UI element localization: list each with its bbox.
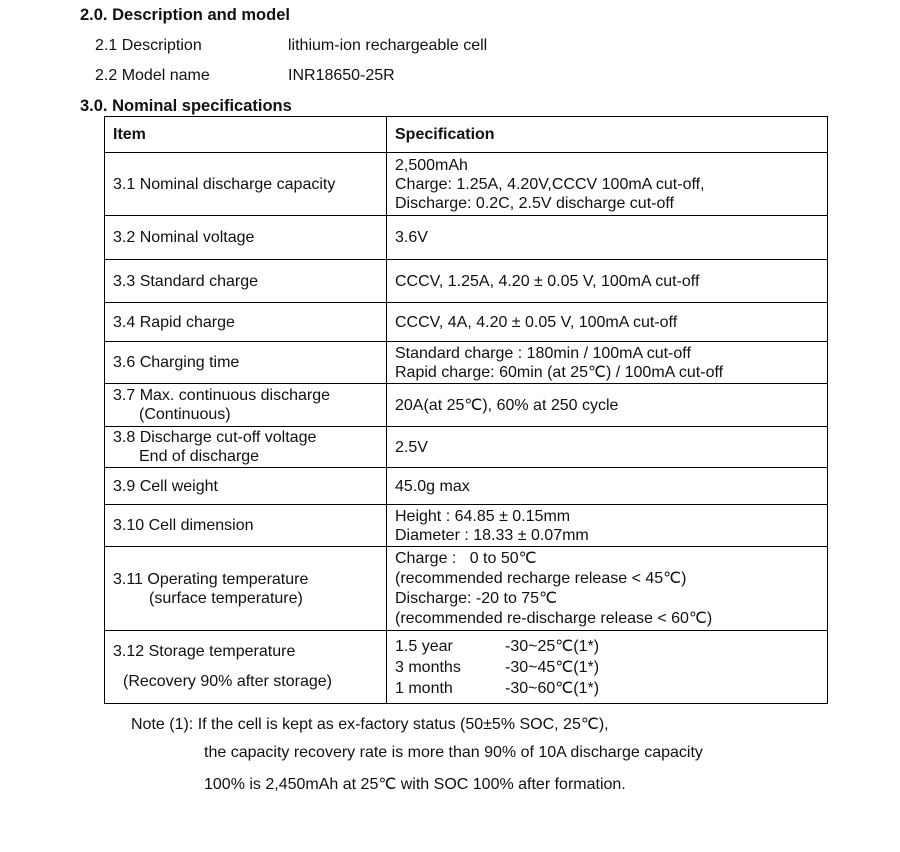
spec-line: 45.0g max — [395, 477, 470, 495]
spec-line: Charge : 0 to 50℃ — [395, 549, 537, 567]
table-row — [105, 153, 828, 216]
item-text: 3.10 Cell dimension — [113, 517, 254, 534]
item-text: 3.4 Rapid charge — [113, 313, 235, 331]
storage-line — [395, 678, 819, 699]
table-row — [105, 260, 828, 303]
item-cell — [105, 631, 387, 704]
table-row — [105, 468, 828, 505]
note-line-1: Note (1): If the cell is kept as ex-factory status (50±5% SOC, 25℃), — [131, 716, 609, 733]
table-row — [105, 631, 828, 704]
table-row — [105, 303, 828, 342]
spec-line: 20A(at 25℃), 60% at 250 cycle — [395, 396, 619, 414]
item-cell — [105, 547, 387, 631]
storage-period: 1 month — [395, 679, 453, 697]
item-text: 3.7 Max. continuous discharge — [113, 387, 331, 404]
model-name-label: 2.2 Model name — [95, 67, 210, 84]
spec-line: Rapid charge: 60min (at 25℃) / 100mA cut-off — [395, 363, 724, 381]
spec-cell — [387, 260, 828, 303]
table-row — [105, 342, 828, 384]
item-text: 3.8 Discharge cut-off voltage — [113, 429, 317, 446]
item-text: 3.1 Nominal discharge capacity — [113, 175, 336, 193]
spec-line: 2.5V — [395, 438, 428, 456]
item-text: 3.12 Storage temperature — [113, 643, 296, 660]
description-label: 2.1 Description — [95, 37, 202, 54]
spec-cell — [387, 631, 828, 704]
storage-period: 3 months — [395, 658, 461, 676]
section-2-heading: 2.0. Description and model — [80, 6, 290, 24]
table-header-row — [105, 117, 828, 153]
description-value: lithium-ion rechargeable cell — [288, 37, 488, 54]
storage-line — [395, 657, 819, 678]
table-row — [105, 505, 828, 547]
table-row — [105, 427, 828, 468]
section-3-heading: 3.0. Nominal specifications — [80, 97, 292, 115]
item-subtext: End of discharge — [139, 448, 260, 465]
item-subtext: (Continuous) — [139, 406, 231, 423]
spec-cell — [387, 153, 828, 216]
spec-line: Discharge: -20 to 75℃ — [395, 589, 558, 607]
spec-line: (recommended recharge release < 45℃) — [395, 569, 687, 587]
item-text: 3.11 Operating temperature — [113, 570, 309, 588]
item-cell — [105, 342, 387, 384]
item-cell — [105, 153, 387, 216]
storage-range: -30~45℃(1*) — [505, 658, 600, 676]
spec-line: Discharge: 0.2C, 2.5V discharge cut-off — [395, 194, 674, 212]
item-cell — [105, 260, 387, 303]
storage-period: 1.5 year — [395, 637, 453, 655]
spec-cell — [387, 342, 828, 384]
spec-cell — [387, 303, 828, 342]
spec-cell — [387, 384, 828, 427]
model-name-value: INR18650-25R — [288, 67, 395, 84]
item-subtext: (surface temperature) — [149, 589, 303, 607]
table-row — [105, 216, 828, 260]
item-cell — [105, 303, 387, 342]
table-row — [105, 384, 828, 427]
spec-cell — [387, 216, 828, 260]
header-item: Item — [105, 117, 387, 153]
note-line-2: the capacity recovery rate is more than 90% of 10A discharge capacity — [204, 744, 703, 761]
spec-line: Diameter : 18.33 ± 0.07mm — [395, 526, 589, 544]
item-cell — [105, 505, 387, 547]
spec-line: 3.6V — [395, 229, 428, 246]
item-text: 3.6 Charging time — [113, 354, 240, 371]
spec-cell — [387, 427, 828, 468]
storage-line — [395, 636, 819, 657]
item-cell — [105, 216, 387, 260]
spec-line: CCCV, 1.25A, 4.20 ± 0.05 V, 100mA cut-off — [395, 272, 700, 290]
item-cell — [105, 427, 387, 468]
header-specification: Specification — [387, 117, 828, 153]
table-row — [105, 547, 828, 631]
item-subtext: (Recovery 90% after storage) — [123, 673, 332, 690]
spec-cell — [387, 547, 828, 631]
item-cell — [105, 468, 387, 505]
specifications-table — [104, 116, 828, 704]
item-text: 3.2 Nominal voltage — [113, 229, 255, 246]
spec-line: Standard charge : 180min / 100mA cut-off — [395, 344, 691, 362]
storage-range: -30~25℃(1*) — [505, 637, 600, 655]
storage-range: -30~60℃(1*) — [505, 679, 600, 697]
spec-line: Charge: 1.25A, 4.20V,CCCV 100mA cut-off, — [395, 175, 705, 193]
spec-line: Height : 64.85 ± 0.15mm — [395, 507, 571, 525]
item-text: 3.3 Standard charge — [113, 272, 258, 290]
spec-line: (recommended re-discharge release < 60℃) — [395, 609, 713, 627]
spec-line: 2,500mAh — [395, 156, 468, 174]
item-cell — [105, 384, 387, 427]
spec-cell — [387, 468, 828, 505]
spec-cell — [387, 505, 828, 547]
note-line-3: 100% is 2,450mAh at 25℃ with SOC 100% after formation. — [204, 776, 626, 793]
spec-line: CCCV, 4A, 4.20 ± 0.05 V, 100mA cut-off — [395, 313, 678, 331]
item-text: 3.9 Cell weight — [113, 477, 218, 495]
